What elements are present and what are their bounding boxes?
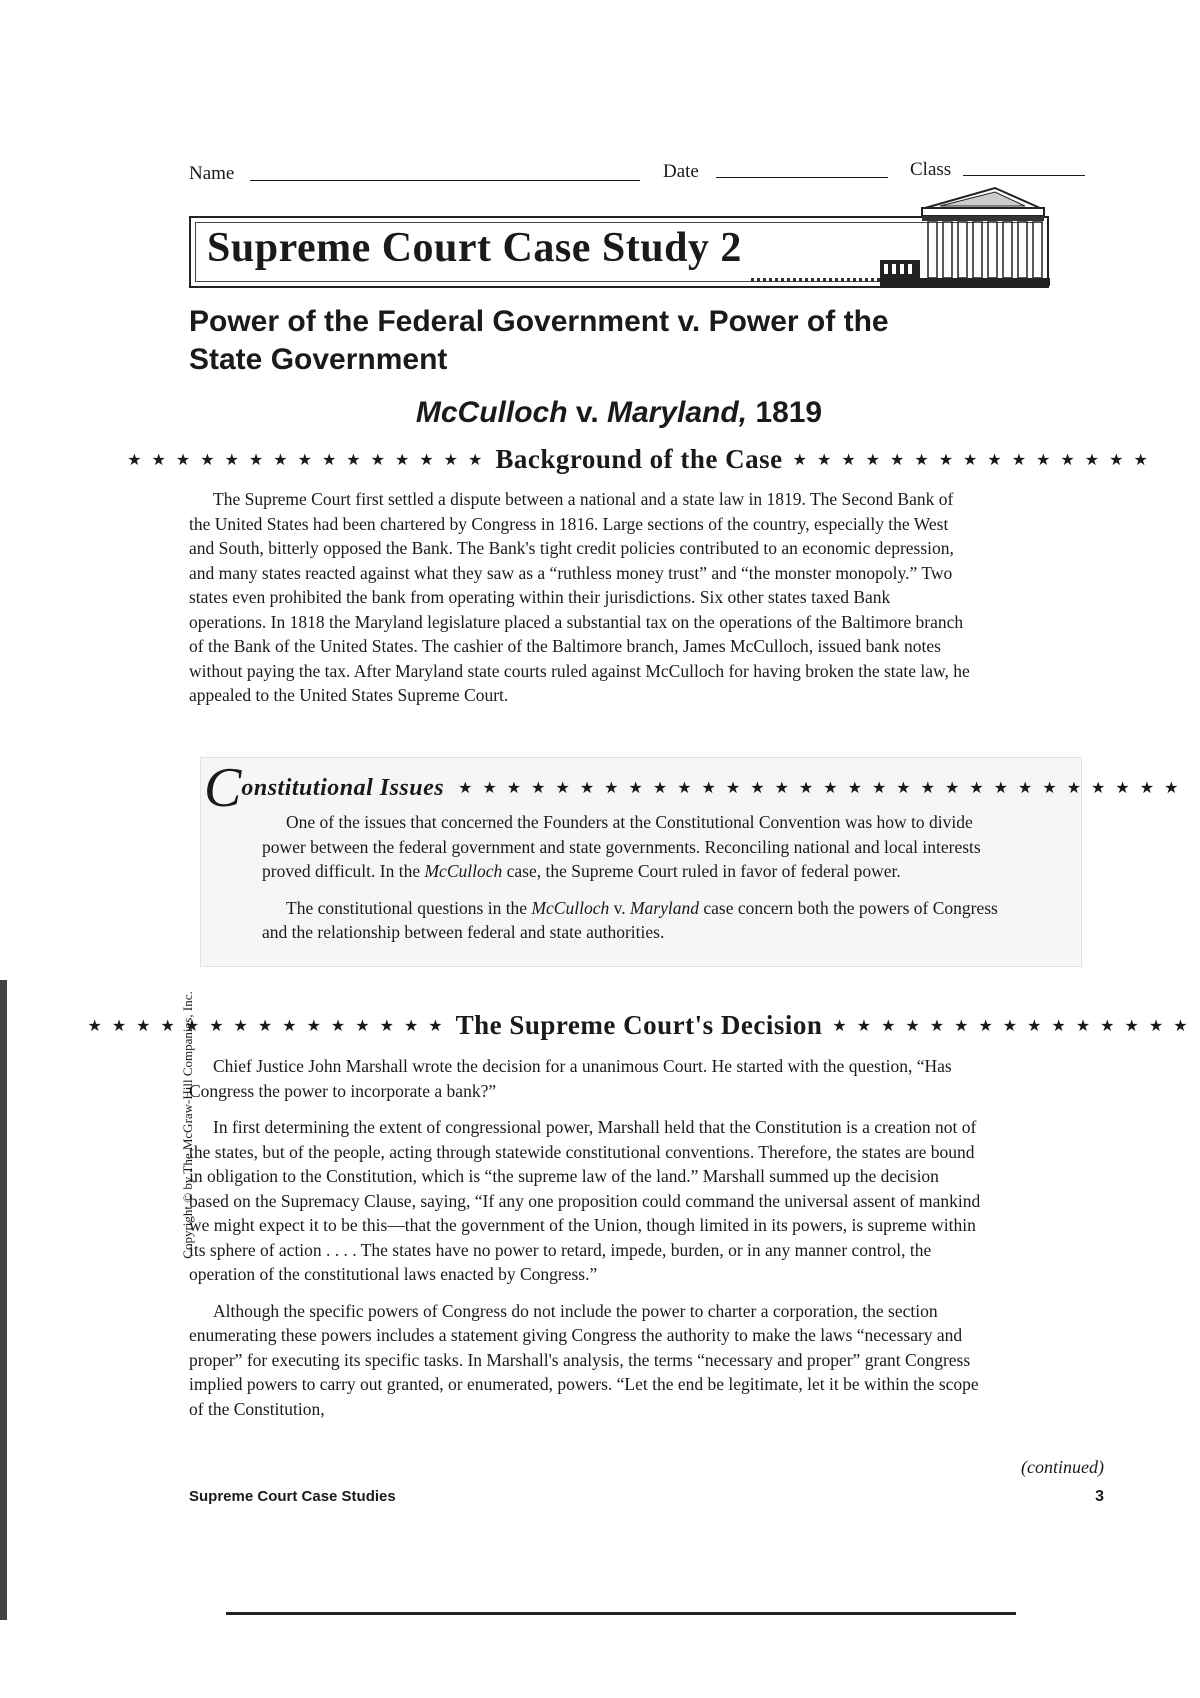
main-title bbox=[189, 303, 1049, 379]
background-section bbox=[189, 487, 971, 720]
background-paragraph: The Supreme Court first settled a dispute between a national and a state law in 1819. The Second Bank of the United States had been chartered by Congress in 1816. Large sections of the country, especially the West and South, bitterly opposed the Bank. The Bank's tight credit policies contributed to an economic depression, and many states reacted against what they saw as a “ruthless money trust” and “the monster monopoly.” Two states even prohibited the bank from operating within their jurisdictions. Six other states taxed Bank operations. In 1818 the Maryland legislature placed a substantial tax on the operations of the Baltimore branch of the Bank of the United States. The cashier of the Baltimore branch, James McCulloch, issued bank notes without paying the tax. After Maryland state courts ruled against McCulloch for having broken the state law, he appealed to the United States Supreme Court. bbox=[189, 489, 970, 705]
bottom-rule bbox=[226, 1612, 1016, 1615]
continued-note: (continued) bbox=[1021, 1457, 1104, 1477]
decision-paragraph-1: Chief Justice John Marshall wrote the decision for a unanimous Court. He started with the question, “Has Congress the power to incorporate a bank?” bbox=[189, 1056, 952, 1101]
background-heading: Background of the Case bbox=[495, 444, 783, 474]
star-divider-right: ★ ★ ★ ★ ★ ★ ★ ★ ★ ★ ★ ★ ★ ★ ★ bbox=[832, 1017, 1191, 1035]
main-title-line-1: Power of the Federal Government v. Power of the bbox=[189, 305, 889, 338]
decision-paragraph-3: Although the specific powers of Congress do not include the power to charter a corporation, the section enumerating these powers includes a statement giving Congress the authority to make the laws “necessary and proper” for executing its specific tasks. In Marshall's analysis, the terms “necessary and proper” grant Congress implied powers to carry out granted, or enumerated, powers. “Let the end be legitimate, let it be within the scope of the Constitution, bbox=[189, 1300, 979, 1419]
case-title bbox=[189, 396, 1049, 430]
star-divider: ★ ★ ★ ★ ★ ★ ★ ★ ★ ★ ★ ★ ★ ★ ★ ★ ★ ★ ★ ★ ★ ★ ★ ★ ★ ★ ★ ★ ★ ★ bbox=[458, 780, 1182, 797]
scan-edge-shadow bbox=[0, 980, 7, 1620]
heading-initial-letter: C bbox=[204, 757, 242, 819]
decision-paragraph-2: In first determining the extent of congressional power, Marshall held that the Constitution is a creation not of the states, but of the people, acting through statewide constitutional conventions. Therefore, the states are bound in obligation to the Constitution, which is “the supreme law of the land.” Marshall summed up the decision based on the Supremacy Clause, saying, “If any one proposition could command the universal assent of mankind we might expect it to be this—that the government of the Union, though limited in its powers, is supreme within its sphere of action . . . . The states have no power to retard, impede, burden, or in any manner control, the operation of the constitutional laws enacted by Congress.” bbox=[189, 1117, 981, 1284]
constitutional-issues-heading: onstitutional Issues bbox=[241, 774, 445, 801]
text-run: One of the issues that concerned the Founders at the Constitutional Convention was how to divide power between the federal government and state governments. Reconciling national and local interests proved difficult. In the bbox=[262, 812, 981, 881]
name-field[interactable] bbox=[250, 180, 640, 181]
case-name-mcculloch: McCulloch bbox=[415, 396, 568, 429]
constitutional-issues-heading-row bbox=[204, 757, 1182, 819]
italic-case-name: McCulloch bbox=[531, 897, 610, 918]
text-run: case concern both the powers of Congress and the relationship between federal and state authorities. bbox=[262, 897, 998, 942]
date-label: Date bbox=[663, 161, 699, 182]
star-divider-left: ★ ★ ★ ★ ★ ★ ★ ★ ★ ★ ★ ★ ★ ★ ★ bbox=[87, 1017, 446, 1035]
date-field[interactable] bbox=[716, 177, 888, 178]
footer-book-title: Supreme Court Case Studies bbox=[189, 1488, 396, 1505]
constitutional-issues-text bbox=[262, 810, 1018, 957]
text-run: v. bbox=[609, 897, 630, 918]
case-versus: v. bbox=[567, 396, 607, 429]
decision-section bbox=[189, 1054, 981, 1433]
text-run: The constitutional questions in the bbox=[286, 897, 532, 918]
decision-heading-row bbox=[87, 1010, 1191, 1041]
star-divider-left: ★ ★ ★ ★ ★ ★ ★ ★ ★ ★ ★ ★ ★ ★ ★ bbox=[127, 451, 486, 469]
copyright-notice: Copyright © by The McGraw-Hill Companies, Inc. bbox=[180, 991, 195, 1259]
banner-title: Supreme Court Case Study 2 bbox=[207, 225, 742, 271]
page-number: 3 bbox=[1095, 1488, 1104, 1505]
case-name-maryland: Maryland, bbox=[607, 396, 748, 429]
italic-case-name: Maryland bbox=[629, 897, 699, 918]
constitutional-issues-paragraph-1 bbox=[262, 810, 1018, 884]
constitutional-issues-paragraph-2 bbox=[262, 896, 1018, 945]
class-field[interactable] bbox=[963, 175, 1085, 176]
class-label: Class bbox=[910, 159, 952, 180]
case-year: 1819 bbox=[747, 396, 823, 429]
name-label: Name bbox=[189, 163, 235, 184]
decision-heading: The Supreme Court's Decision bbox=[455, 1010, 823, 1040]
main-title-line-2: State Government bbox=[189, 343, 448, 376]
supreme-court-building-icon bbox=[880, 180, 1050, 290]
star-divider-right: ★ ★ ★ ★ ★ ★ ★ ★ ★ ★ ★ ★ ★ ★ ★ bbox=[792, 451, 1151, 469]
text-run: case, the Supreme Court ruled in favor of federal power. bbox=[502, 861, 901, 881]
italic-case-name: McCulloch bbox=[424, 861, 503, 881]
background-heading-row bbox=[127, 444, 1151, 475]
